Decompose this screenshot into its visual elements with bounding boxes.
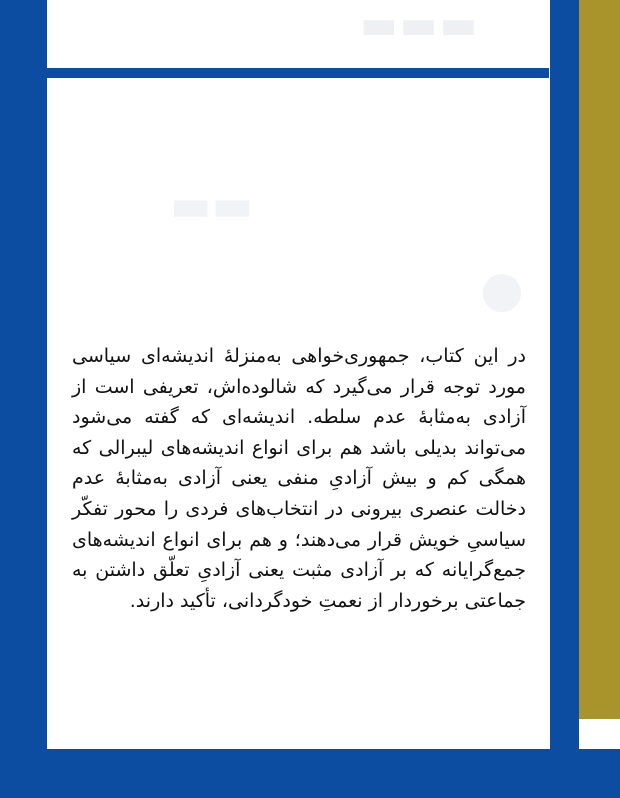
faded-background-mark: ▬▬ bbox=[170, 180, 254, 231]
bottom-blue-border bbox=[0, 749, 620, 798]
right-gold-stripe bbox=[579, 0, 620, 719]
top-blue-rule bbox=[47, 68, 549, 78]
left-blue-border bbox=[0, 0, 47, 798]
faded-background-mark: ▬▬▬ bbox=[360, 2, 480, 48]
book-description-paragraph: در این کتاب، جمهوری‌خواهی به‌منزلهٔ اندیشه‌ای سیاسی مورد توجه قرار می‌گیرد که شالوده‌اش، تعریفی است از آزادی به‌مثابهٔ عدم سلطه. اندیشه‌ای که گفته می‌شود می‌تواند بدیلی باشد هم برای انواع اندیشه‌های لیبرالی که همگی کم و بیش آزادیِ منفی یعنی آزادی به‌مثابهٔ عدم دخالت عنصری بیرونی در انتخاب‌های فردی را محور تفکّر سیاسیِ خویش قرار می‌دهند؛ و هم برای انواع اندیشه‌های جمع‌گرایانه که بر آزادی مثبت یعنی آزادیِ تعلّق داشتن به جماعتی برخوردار از نعمتِ خودگردانی، تأکید دارند. bbox=[72, 345, 526, 612]
faded-background-mark: ● bbox=[480, 260, 524, 318]
right-blue-border bbox=[550, 0, 579, 749]
